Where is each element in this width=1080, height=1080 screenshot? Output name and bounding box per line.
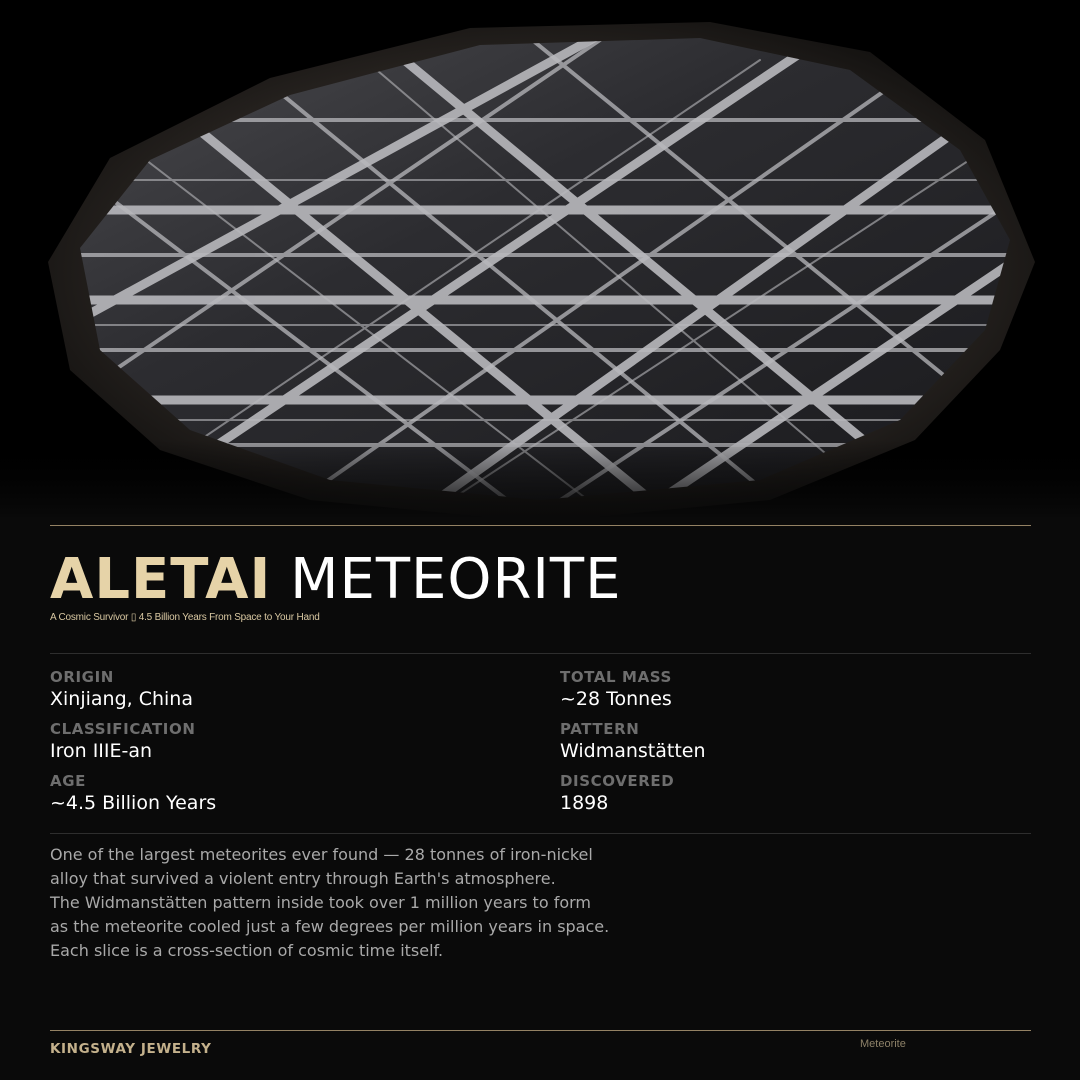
description-line: alloy that survived a violent entry through Earth's atmosphere. bbox=[50, 869, 556, 888]
spec-discovered bbox=[560, 772, 674, 816]
spec-label: TOTAL MASS bbox=[560, 668, 672, 686]
spec-age bbox=[50, 772, 216, 816]
spec-value: ~4.5 Billion Years bbox=[50, 792, 217, 814]
spec-origin bbox=[50, 668, 193, 712]
subtitle: A Cosmic Survivor ▯ 4.5 Billion Years From Space to Your Hand bbox=[50, 612, 320, 623]
page-title bbox=[50, 548, 622, 612]
divider-footer bbox=[50, 1030, 1031, 1031]
spec-classification bbox=[50, 720, 196, 764]
meteorite-photo bbox=[0, 0, 1080, 520]
spec-value: ~28 Tonnes bbox=[560, 688, 672, 710]
spec-label: ORIGIN bbox=[50, 668, 114, 686]
category-tag: Meteorite bbox=[860, 1038, 906, 1050]
spec-value: 1898 bbox=[560, 792, 609, 814]
spec-value: Xinjiang, China bbox=[50, 688, 193, 710]
description-line: One of the largest meteorites ever found — 28 tonnes of iron-nickel bbox=[50, 845, 593, 864]
spec-label: DISCOVERED bbox=[560, 772, 675, 790]
spec-label: AGE bbox=[50, 772, 86, 790]
description-line: Each slice is a cross-section of cosmic time itself. bbox=[50, 941, 444, 960]
description bbox=[50, 843, 650, 963]
title-highlight: ALETAI bbox=[50, 547, 272, 612]
spec-label: CLASSIFICATION bbox=[50, 720, 196, 738]
description-line: as the meteorite cooled just a few degrees per million years in space. bbox=[50, 917, 610, 936]
spec-label: PATTERN bbox=[560, 720, 640, 738]
spec-value: Iron IIIE-an bbox=[50, 740, 153, 762]
description-line: The Widmanstätten pattern inside took over 1 million years to form bbox=[50, 893, 591, 912]
brand-name: KINGSWAY JEWELRY bbox=[50, 1041, 212, 1057]
divider-specs-top bbox=[50, 653, 1031, 654]
title-rest: METEORITE bbox=[290, 547, 622, 612]
spec-value: Widmanstätten bbox=[560, 740, 706, 762]
spec-total-mass bbox=[560, 668, 672, 712]
spec-pattern bbox=[560, 720, 706, 764]
divider-specs-bottom bbox=[50, 833, 1031, 834]
divider-top bbox=[50, 525, 1031, 526]
